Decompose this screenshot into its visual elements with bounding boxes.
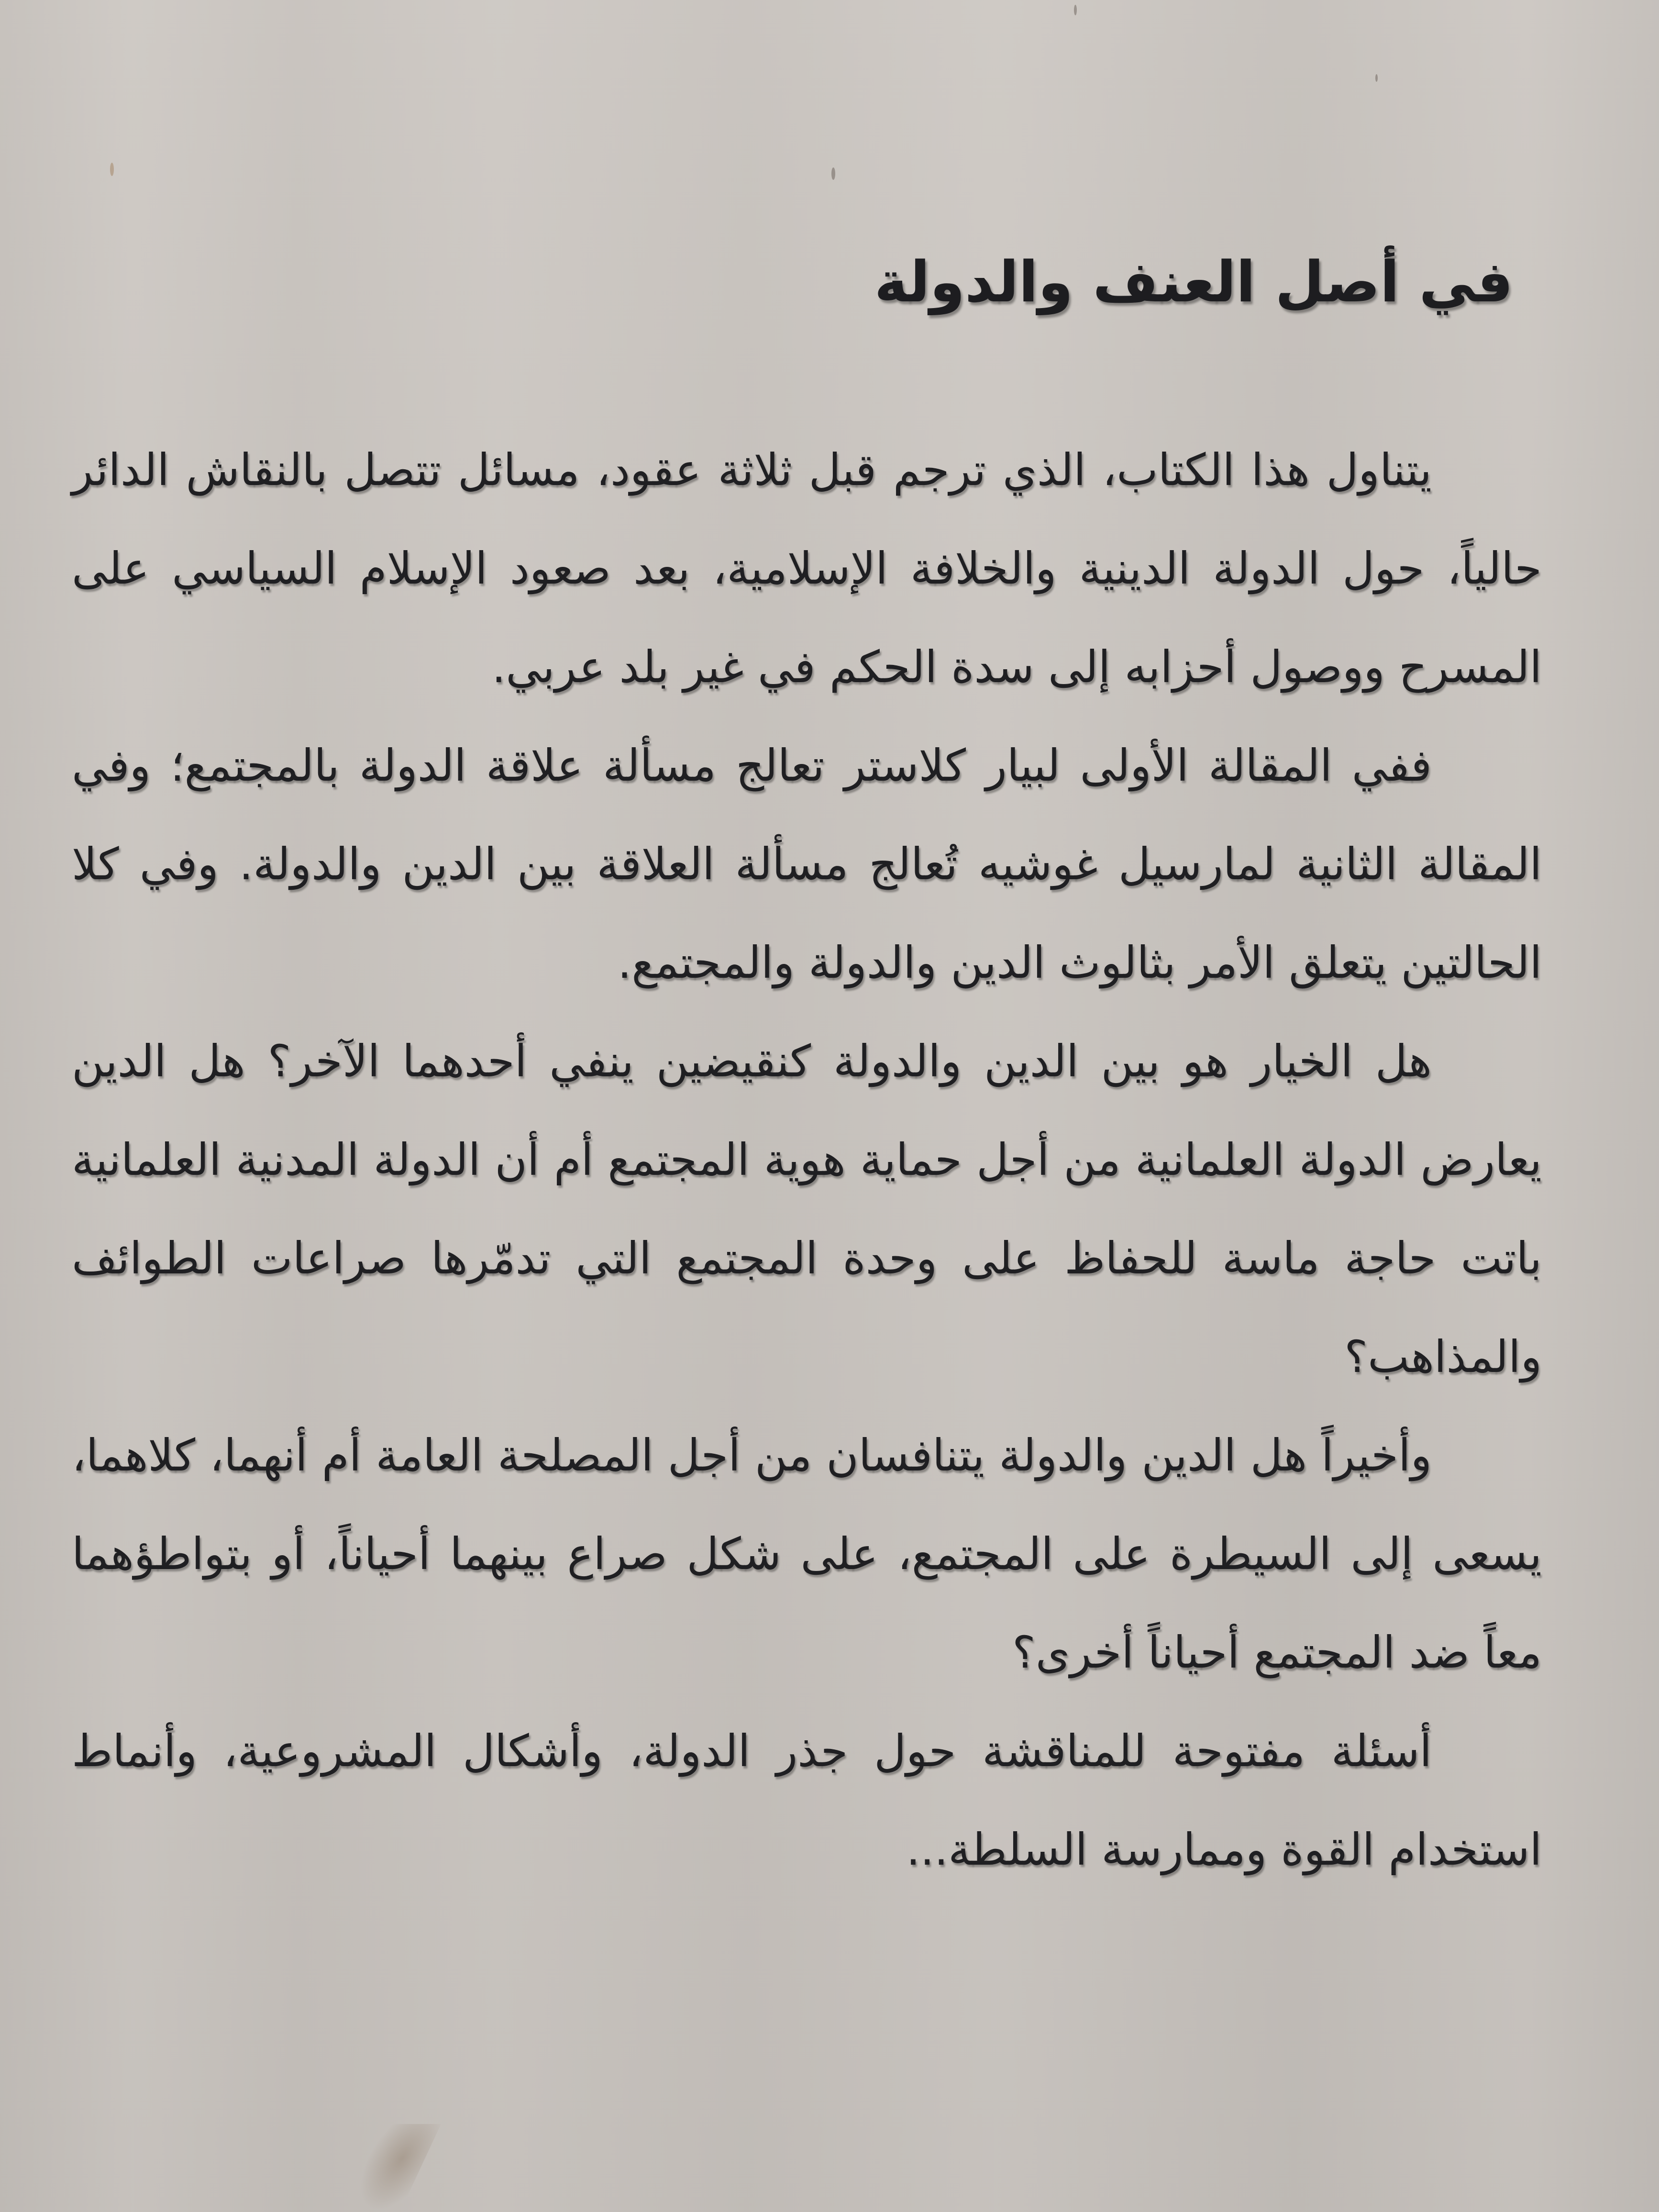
paper-speck [831, 167, 835, 180]
book-title: في أصل العنف والدولة [874, 249, 1513, 315]
paper-speck [1074, 5, 1077, 15]
paper-speck [1375, 74, 1378, 82]
paper-speck [110, 163, 114, 176]
paragraph-questions: هل الخيار هو بين الدين والدولة كنقيضين ينفي أحدهما الآخر؟ هل الدين يعارض الدولة العلمانية من أجل حماية هوية المجتمع أم أن الدولة المدنية العلمانية باتت حاجة ماسة للحفاظ على وحدة المجتمع التي تدمّرها صراعات الطوائف والمذاهب؟ [72, 1036, 1542, 1382]
paper-stain [343, 2124, 441, 2210]
paragraph-competition: وأخيراً هل الدين والدولة يتنافسان من أجل المصلحة العامة أم أنهما، كلاهما، يسعى إلى السيطرة على المجتمع، على شكل صراع بينهما أحياناً، أو بتواطؤهما معاً ضد المجتمع أحياناً أخرى؟ [72, 1430, 1542, 1678]
paragraph-closing: أسئلة مفتوحة للمناقشة حول جذر الدولة، وأشكال المشروعية، وأنماط استخدام القوة وممارسة السلطة... [72, 1725, 1542, 1875]
blurb-text [72, 421, 1542, 1899]
paragraph-intro: يتناول هذا الكتاب، الذي ترجم قبل ثلاثة عقود، مسائل تتصل بالنقاش الدائر حالياً، حول الدولة الدينية والخلافة الإسلامية، بعد صعود الإسلام السياسي على المسرح ووصول أحزابه إلى سدة الحكم في غير بلد عربي. [72, 444, 1542, 693]
paragraph-articles: ففي المقالة الأولى لبيار كلاستر تعالج مسألة علاقة الدولة بالمجتمع؛ وفي المقالة الثانية لمارسيل غوشيه تُعالج مسألة العلاقة بين الدين والدولة. وفي كلا الحالتين يتعلق الأمر بثالوث الدين والدولة والمجتمع. [72, 740, 1542, 988]
